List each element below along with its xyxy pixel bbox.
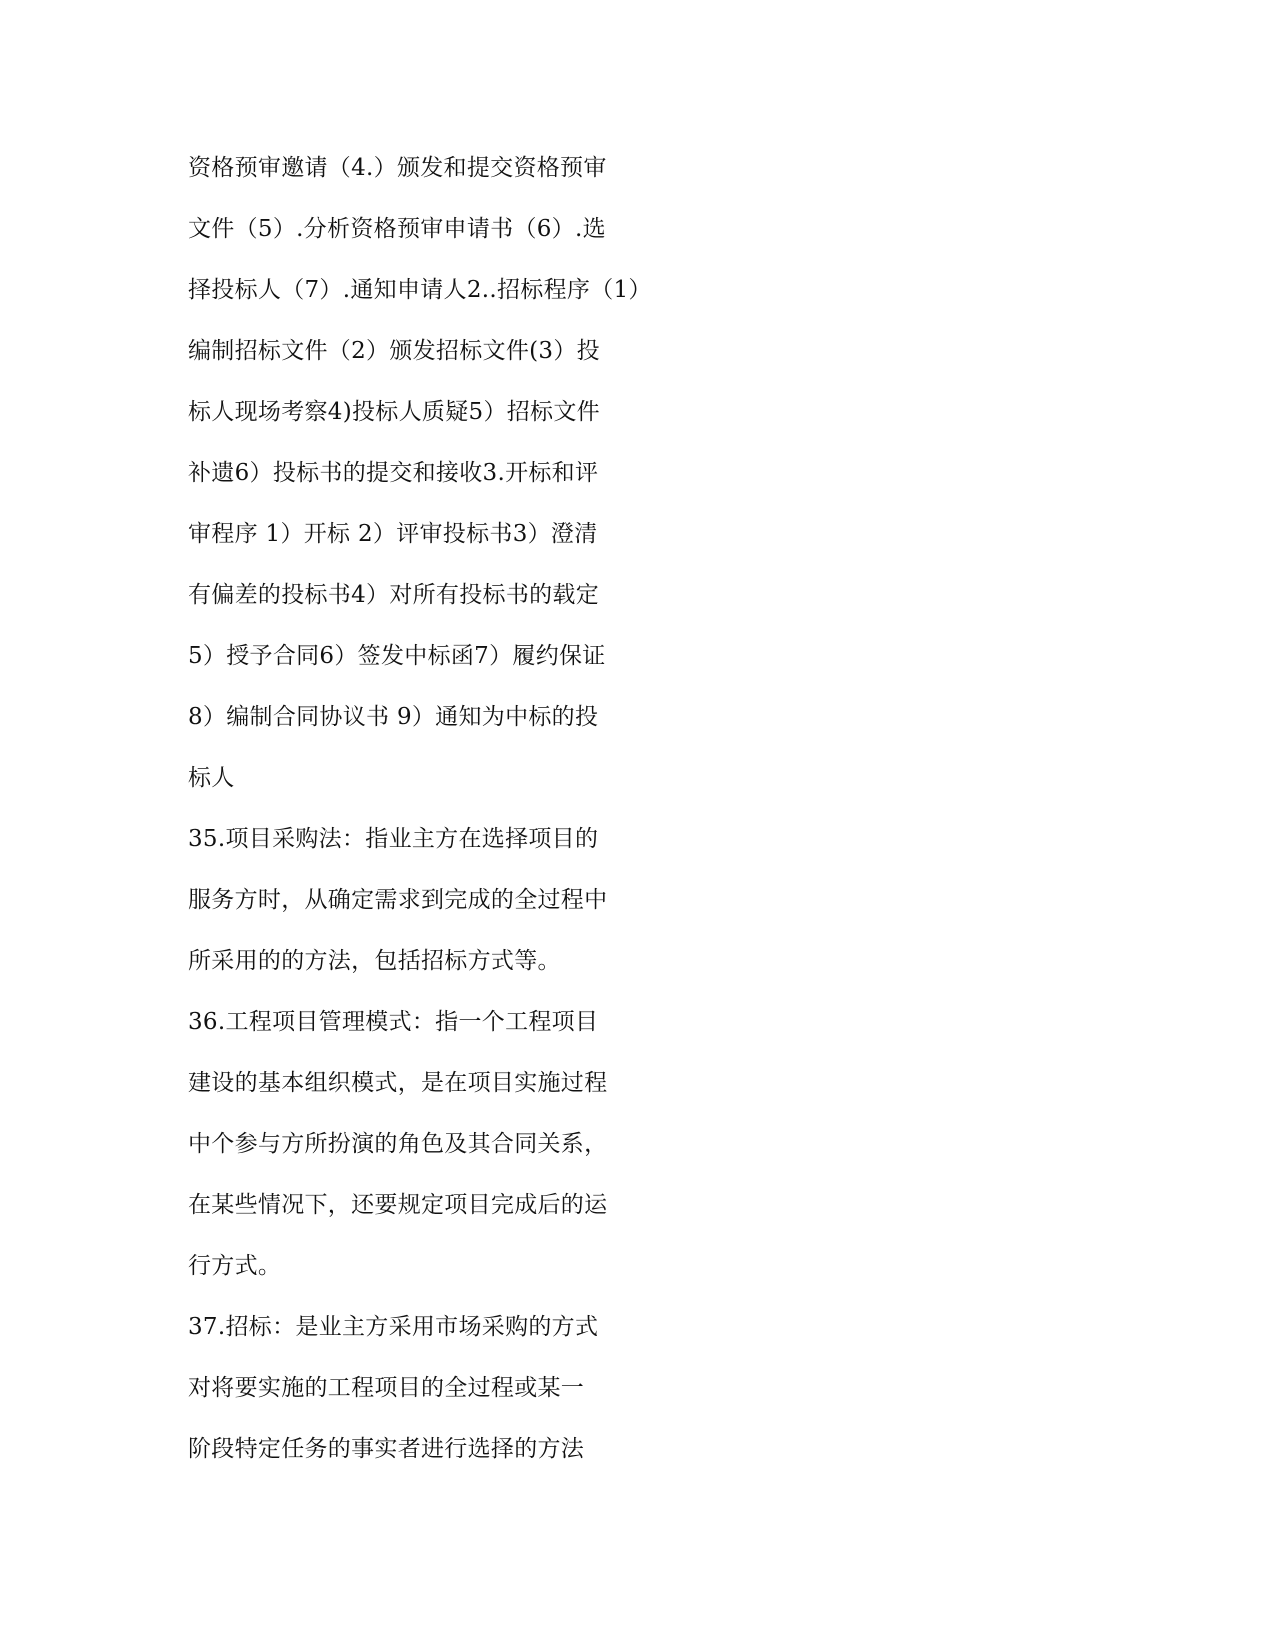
text-line: 所采用的的方法，包括招标方式等。 [188,948,561,974]
body-text [188,138,658,1480]
text-line: 37.招标：是业主方采用市场采购的方式 [188,1314,599,1340]
text-line: 择投标人（7）.通知申请人2..招标程序（1） [188,277,652,303]
text-line: 35.项目采购法：指业主方在选择项目的 [188,826,599,852]
text-line: 资格预审邀请（4.）颁发和提交资格预审 [188,155,607,181]
text-line: 服务方时，从确定需求到完成的全过程中 [188,887,608,913]
text-line: 行方式。 [188,1253,282,1279]
text-line: 对将要实施的工程项目的全过程或某一 [188,1375,585,1401]
text-line: 36.工程项目管理模式：指一个工程项目 [188,1009,599,1035]
text-line: 补遗6）投标书的提交和接收3.开标和评 [188,460,599,486]
text-line: 标人 [188,765,235,791]
text-line: 标人现场考察4)投标人质疑5）招标文件 [188,399,600,425]
text-line: 编制招标文件（2）颁发招标文件(3）投 [188,338,600,364]
text-line: 建设的基本组织模式，是在项目实施过程 [188,1070,608,1096]
text-line: 审程序 1）开标 2）评审投标书3）澄清 [188,521,598,547]
text-line: 5）授予合同6）签发中标函7）履约保证 [188,643,606,669]
text-line: 在某些情况下，还要规定项目完成后的运 [188,1192,608,1218]
text-line: 8）编制合同协议书 9）通知为中标的投 [188,704,599,730]
text-line: 文件（5）.分析资格预审申请书（6）.选 [188,216,606,242]
text-line: 中个参与方所扮演的角色及其合同关系， [188,1131,608,1157]
text-line: 有偏差的投标书4）对所有投标书的载定 [188,582,600,608]
text-line: 阶段特定任务的事实者进行选择的方法 [188,1436,585,1462]
